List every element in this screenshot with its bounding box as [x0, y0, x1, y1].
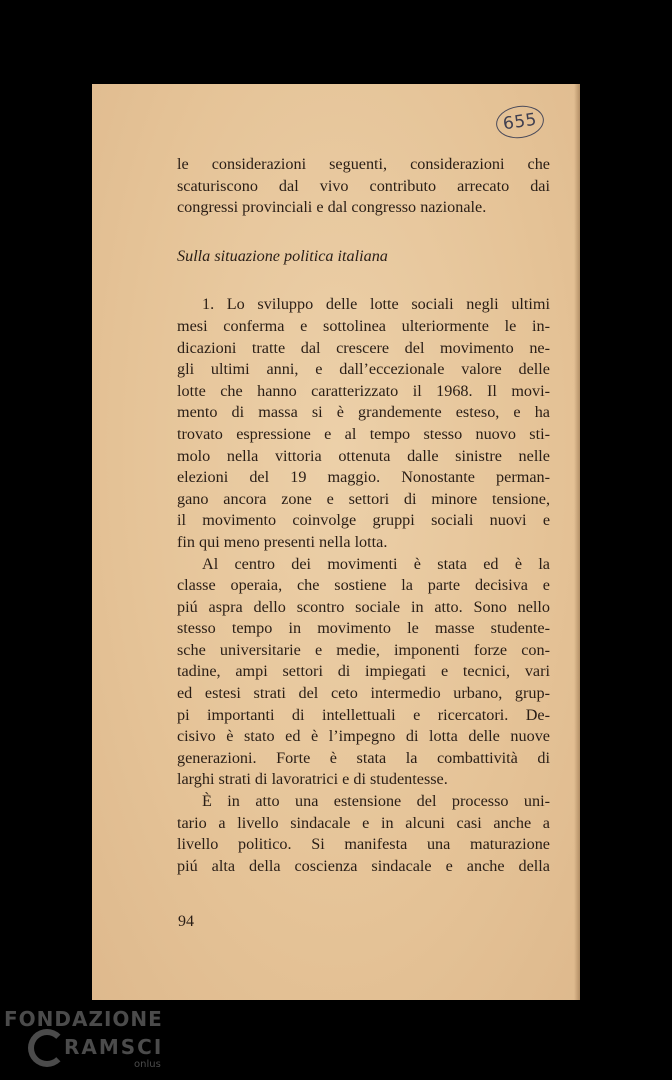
text-line: molo nella vittoria ottenuta dalle sinistre nelle [177, 446, 550, 465]
text-line: larghi strati di lavoratrici e di studentesse. [177, 770, 448, 789]
section-heading: Sulla situazione politica italiana [177, 246, 388, 265]
text-line: classe operaia, che sostiene la parte decisiva e [177, 576, 550, 595]
text-line: le considerazioni seguenti, considerazioni che [177, 155, 550, 173]
text-line: piú alta della coscienza sindacale e anche della [177, 856, 550, 875]
handwritten-annotation: 655 [494, 103, 546, 141]
text-line: il movimento coinvolge gruppi sociali nuovi e [177, 511, 550, 530]
text-line: generazioni. Forte è stata la combattività di [177, 748, 550, 767]
text-line: mesi conferma e sottolinea ulteriormente le in- [177, 316, 550, 335]
text-line: gano ancora zone e settori di minore tensione, [177, 489, 550, 508]
text-line: stesso tempo in movimento le masse studente- [177, 619, 550, 638]
text-line: piú aspra dello scontro sociale in atto. Sono nello [177, 597, 550, 616]
book-page [92, 84, 580, 1000]
text-line: elezioni del 19 maggio. Nonostante perman- [177, 468, 550, 487]
text-line: gli ultimi anni, e dall’eccezionale valore delle [177, 360, 550, 379]
logo-line-2: RAMSCI [64, 1035, 164, 1059]
text-line: tadine, ampi settori di impiegati e tecnici, vari [177, 662, 550, 681]
text-line: scaturiscono dal vivo contributo arrecato dai [177, 176, 550, 195]
body-text [177, 154, 550, 877]
text-line: 1. Lo sviluppo delle lotte sociali negli ultimi [202, 295, 550, 314]
text-line: dicazioni tratte dal crescere del movimento ne- [177, 338, 550, 357]
text-line: mento di massa si è grandemente esteso, e ha [177, 403, 550, 422]
text-line: livello politico. Si manifesta una maturazione [177, 835, 550, 854]
text-line: sche universitarie e medie, imponenti forze con- [177, 640, 550, 659]
text-line: trovato espressione e al tempo stesso nuovo sti- [177, 424, 550, 443]
page-number: 94 [178, 913, 194, 930]
logo-line-1: FONDAZIONE [4, 1007, 163, 1031]
page-edge-shadow [574, 84, 580, 1000]
text-line: È in atto una estensione del processo uni- [202, 792, 550, 811]
text-line: fin qui meno presenti nella lotta. [177, 532, 388, 551]
fondazione-gramsci-logo [4, 1007, 174, 1077]
text-line: lotte che hanno caratterizzato il 1968. Il movi- [177, 381, 550, 400]
text-line: congressi provinciali e dal congresso nazionale. [177, 198, 487, 217]
text-line: Al centro dei movimenti è stata ed è la [202, 554, 550, 573]
logo-line-3: onlus [134, 1059, 161, 1070]
text-line: ed estesi strati del ceto intermedio urbano, grup- [177, 684, 550, 703]
text-line: pi importanti di intellettuali e ricercatori. De- [177, 705, 550, 724]
text-line: tario a livello sindacale e in alcuni casi anche a [177, 813, 550, 832]
text-line: cisivo è stato ed è l’impegno di lotta delle nuove [177, 727, 550, 746]
logo-g-mark [28, 1029, 66, 1067]
